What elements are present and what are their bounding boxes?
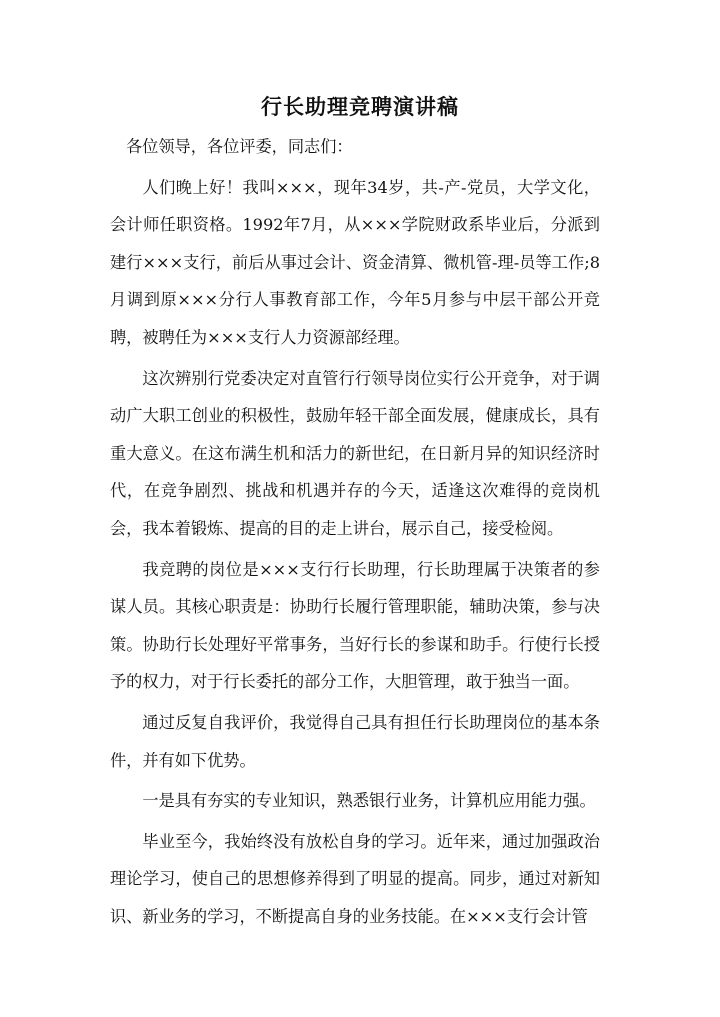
paragraph-learning: 毕业至今，我始终没有放松自身的学习。近年来，通过加强政治理论学习，使自己的思想修养得到了明显的提高。同步，通过对新知识、新业务的学习，不断提高自身的业务技能。在×××支行会计管 (110, 831, 600, 926)
salutation: 各位领导，各位评委，同志们： (126, 137, 353, 156)
paragraph-position: 我竞聘的岗位是×××支行行长助理，行长助理属于决策者的参谋人员。其核心职责是：协助行长履行管理职能，辅助决策，参与决策。协助行长处理好平常事务，当好行长的参谋和助手。行使行长授予的权力，对于行长委托的部分工作，大胆管理，敢于独当一面。 (110, 559, 600, 692)
paragraph-significance: 这次辨别行党委决定对直管行行领导岗位实行公开竞争，对于调动广大职工创业的积极性，鼓励年轻干部全面发展，健康成长，具有重大意义。在这布满生机和活力的新世纪，在日新月异的知识经济时代，在竞争剧烈、挑战和机遇并存的今天，适逢这次难得的竞岗机会，我本着锻炼、提高的目的走上讲台，展示自己，接受检阅。 (110, 368, 600, 538)
paragraph-intro: 人们晚上好！我叫×××，现年34岁，共-产-党员，大学文化，会计师任职资格。1992年7月，从×××学院财政系毕业后，分派到建行×××支行，前后从事过会计、资金清算、微机管-理-员等工作;8月调到原×××分行人事教育部工作，今年5月参与中层干部公开竞聘，被聘任为×××支行人力资源部经理。 (110, 177, 600, 347)
paragraph-advantage-one: 一是具有夯实的专业知识，熟悉银行业务，计算机应用能力强。 (142, 791, 596, 811)
document-title: 行长助理竞聘演讲稿 (261, 94, 459, 119)
paragraph-self-evaluation: 通过反复自我评价，我觉得自己具有担任行长助理岗位的基本条件，并有如下优势。 (110, 712, 600, 770)
document-body (110, 128, 600, 935)
